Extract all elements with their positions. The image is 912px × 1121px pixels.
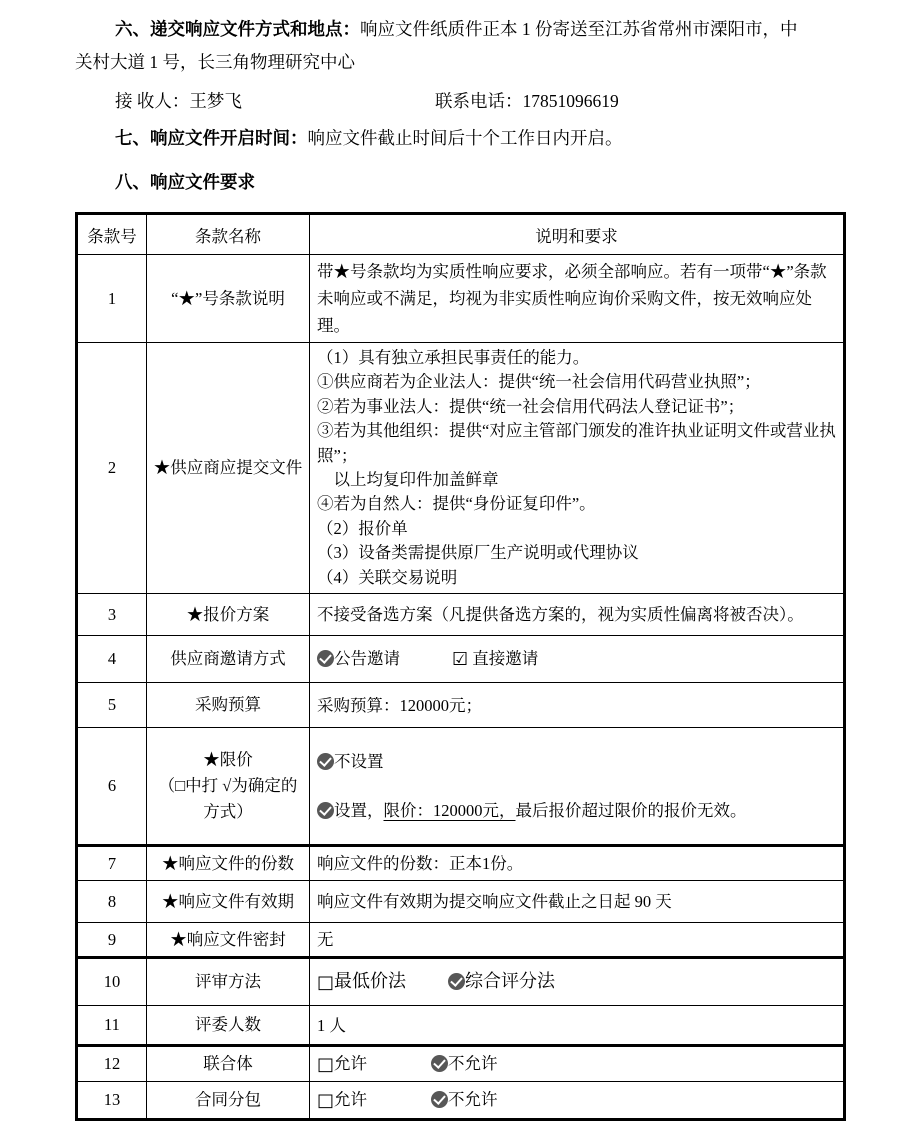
option-label: 允许 <box>334 1090 368 1110</box>
clause-name-line: 评委人数 <box>195 1015 261 1035</box>
option-label: 设置， <box>334 801 384 821</box>
clause-number: 3 <box>77 594 147 636</box>
table-row <box>77 343 845 594</box>
clause-number: 1 <box>77 255 147 343</box>
description-text: 响应文件的份数：正本1份。 <box>317 854 524 874</box>
clause-name-line: 供应商邀请方式 <box>170 649 286 669</box>
clause-name-line: （□中打 √为确定的方式） <box>158 776 298 822</box>
description-line <box>317 1012 837 1039</box>
underlined-text: 限价：120000元， <box>383 801 516 821</box>
description-text: 带★号条款均为实质性响应要求，必须全部响应。若有一项带“★”条款 <box>317 262 827 281</box>
description-text: 照”； <box>317 445 358 465</box>
clause-name <box>147 958 310 1006</box>
checked-icon <box>317 753 334 770</box>
table-row <box>77 1046 845 1082</box>
table-header-row <box>77 214 845 255</box>
section-7-heading <box>75 125 843 151</box>
description-line <box>317 1050 837 1078</box>
clause-description <box>310 958 845 1006</box>
section-6-heading <box>75 13 843 46</box>
clause-name <box>147 683 310 728</box>
clause-name-line: ★响应文件有效期 <box>162 891 294 911</box>
description-text: ③若为其他组织：提供“对应主管部门颁发的准许执业证明文件或营业执 <box>317 421 836 441</box>
description-line <box>317 517 837 541</box>
option-label: 不允许 <box>448 1090 498 1110</box>
description-text: 未响应或不满足，均视为非实质性响应询价采购文件，按无效响应处理。 <box>317 289 812 335</box>
column-header: 说明和要求 <box>310 214 845 255</box>
description-line <box>317 346 837 370</box>
description-text: （3）设备类需提供原厂生产说明或代理协议 <box>317 543 639 563</box>
clause-description <box>310 594 845 636</box>
table-row <box>77 1006 845 1046</box>
table-body <box>77 255 845 1120</box>
clause-number: 9 <box>77 923 147 958</box>
contact-phone: 联系电话：17851096619 <box>435 91 619 111</box>
clause-name <box>147 881 310 923</box>
section-8-heading <box>75 169 843 195</box>
clause-description <box>310 728 845 846</box>
clause-name <box>147 343 310 594</box>
description-line <box>317 888 837 915</box>
option-label: 最低价法 <box>334 971 407 992</box>
clause-name <box>147 846 310 881</box>
description-text: 1 人 <box>317 1015 346 1035</box>
clause-name-line: ★报价方案 <box>186 604 270 624</box>
checked-icon <box>431 1055 448 1072</box>
description-line <box>317 692 837 719</box>
checked-icon <box>317 650 334 667</box>
description-line <box>317 1086 837 1114</box>
clause-name-line: 评审方法 <box>195 972 261 992</box>
description-line <box>317 968 837 996</box>
table-row <box>77 683 845 728</box>
clause-number: 5 <box>77 683 147 728</box>
clause-description <box>310 683 845 728</box>
description-text: 最后报价超过限价的报价无效。 <box>515 801 747 821</box>
clause-description <box>310 343 845 594</box>
option-label: 公告邀请 <box>334 649 400 669</box>
table-head <box>77 214 845 255</box>
description-text: （1）具有独立承担民事责任的能力。 <box>317 348 590 367</box>
column-header: 条款名称 <box>147 214 310 255</box>
description-line <box>317 444 837 468</box>
address-line-2: 关村大道 1 号，长三角物理研究中心 <box>75 52 355 72</box>
description-text: ①供应商若为企业法人：提供“统一社会信用代码营业执照”； <box>317 372 761 392</box>
section-6-label: 六、递交响应文件方式和地点： <box>115 19 360 39</box>
table-row <box>77 255 845 343</box>
clause-description <box>310 1082 845 1120</box>
table-row <box>77 728 845 846</box>
description-line <box>317 601 837 628</box>
description-line <box>317 926 837 953</box>
clause-number: 6 <box>77 728 147 846</box>
description-line <box>317 566 837 590</box>
checkbox-checked-icon: ☑ <box>452 649 469 671</box>
clause-name-line: “★”号条款说明 <box>171 288 285 308</box>
clause-number: 12 <box>77 1046 147 1082</box>
clause-description <box>310 1046 845 1082</box>
clause-number: 2 <box>77 343 147 594</box>
clause-description <box>310 636 845 683</box>
clause-name <box>147 255 310 343</box>
description-line <box>317 285 837 339</box>
option-label: 允许 <box>334 1054 368 1074</box>
option-label: 不允许 <box>448 1054 498 1074</box>
table-row <box>77 846 845 881</box>
description-text: ④若为自然人：提供“身份证复印件”。 <box>317 494 596 514</box>
clause-name <box>147 594 310 636</box>
checked-icon <box>317 802 334 819</box>
clause-description <box>310 881 845 923</box>
section-6-text: 响应文件纸质件正本 1 份寄送至江苏省常州市溧阳市，中 <box>360 19 798 39</box>
description-line <box>317 468 837 492</box>
table-row <box>77 1082 845 1120</box>
receiver-line <box>75 88 843 114</box>
section-7-label: 七、响应文件开启时间： <box>115 128 308 148</box>
description-line <box>317 258 837 285</box>
option-gap <box>367 1068 431 1069</box>
description-line <box>317 492 837 516</box>
table-row <box>77 594 845 636</box>
clause-name-line: 联合体 <box>203 1054 253 1074</box>
clause-name <box>147 636 310 683</box>
description-line <box>317 419 837 443</box>
clause-name <box>147 1082 310 1120</box>
clause-description <box>310 923 845 958</box>
option-gap <box>367 1104 431 1105</box>
checkbox-empty-icon: □ <box>317 1054 335 1076</box>
clause-description <box>310 255 845 343</box>
requirements-table <box>75 212 846 1121</box>
table-row <box>77 958 845 1006</box>
clause-number: 11 <box>77 1006 147 1046</box>
description-text: ②若为事业法人：提供“统一社会信用代码法人登记证书”； <box>317 396 745 416</box>
clause-number: 7 <box>77 846 147 881</box>
description-line <box>317 541 837 565</box>
option-gap <box>400 663 452 664</box>
option-gap <box>406 986 448 987</box>
description-line <box>317 748 837 775</box>
checkbox-empty-icon: □ <box>317 1090 335 1112</box>
option-label: 综合评分法 <box>465 971 556 992</box>
table-row <box>77 881 845 923</box>
clause-number: 10 <box>77 958 147 1006</box>
column-header: 条款号 <box>77 214 147 255</box>
checked-icon <box>431 1091 448 1108</box>
clause-name-line: ★供应商应提交文件 <box>153 458 303 478</box>
clause-description <box>310 846 845 881</box>
option-label: 直接邀请 <box>468 649 539 669</box>
description-text: 以上均复印件加盖鲜章 <box>317 470 499 490</box>
section-7-text: 响应文件截止时间后十个工作日内开启。 <box>307 128 623 148</box>
description-line <box>317 395 837 419</box>
clause-name <box>147 1046 310 1082</box>
description-text: （4）关联交易说明 <box>317 567 458 587</box>
clause-number: 4 <box>77 636 147 683</box>
description-line <box>317 645 837 673</box>
description-text: （2）报价单 <box>317 518 408 538</box>
checkbox-empty-icon: □ <box>317 972 335 994</box>
description-text: 不接受备选方案（凡提供备选方案的，视为实质性偏离将被否决）。 <box>317 605 804 625</box>
clause-number: 13 <box>77 1082 147 1120</box>
description-line <box>317 850 837 877</box>
section-8-label: 八、响应文件要求 <box>115 171 255 192</box>
option-label: 不设置 <box>334 752 384 772</box>
description-text: 采购预算：120000元； <box>317 695 482 715</box>
clause-description <box>310 1006 845 1046</box>
clause-name-line: ★响应文件的份数 <box>162 853 294 873</box>
table-row <box>77 923 845 958</box>
clause-number: 8 <box>77 881 147 923</box>
clause-name <box>147 923 310 958</box>
clause-name-line: ★响应文件密封 <box>170 929 286 949</box>
table-row <box>77 636 845 683</box>
clause-name-line: 合同分包 <box>195 1090 261 1110</box>
description-line <box>317 797 837 824</box>
description-text: 响应文件有效期为提交响应文件截止之日起 90 天 <box>317 892 672 912</box>
receiver-name: 接 收人：王梦飞 <box>115 91 242 111</box>
description-text: 无 <box>317 930 334 950</box>
description-line <box>317 370 837 394</box>
clause-name <box>147 1006 310 1046</box>
checked-icon <box>448 973 465 990</box>
clause-name-line: ★限价 <box>203 750 253 770</box>
clause-name <box>147 728 310 846</box>
clause-name-line: 采购预算 <box>195 695 261 715</box>
